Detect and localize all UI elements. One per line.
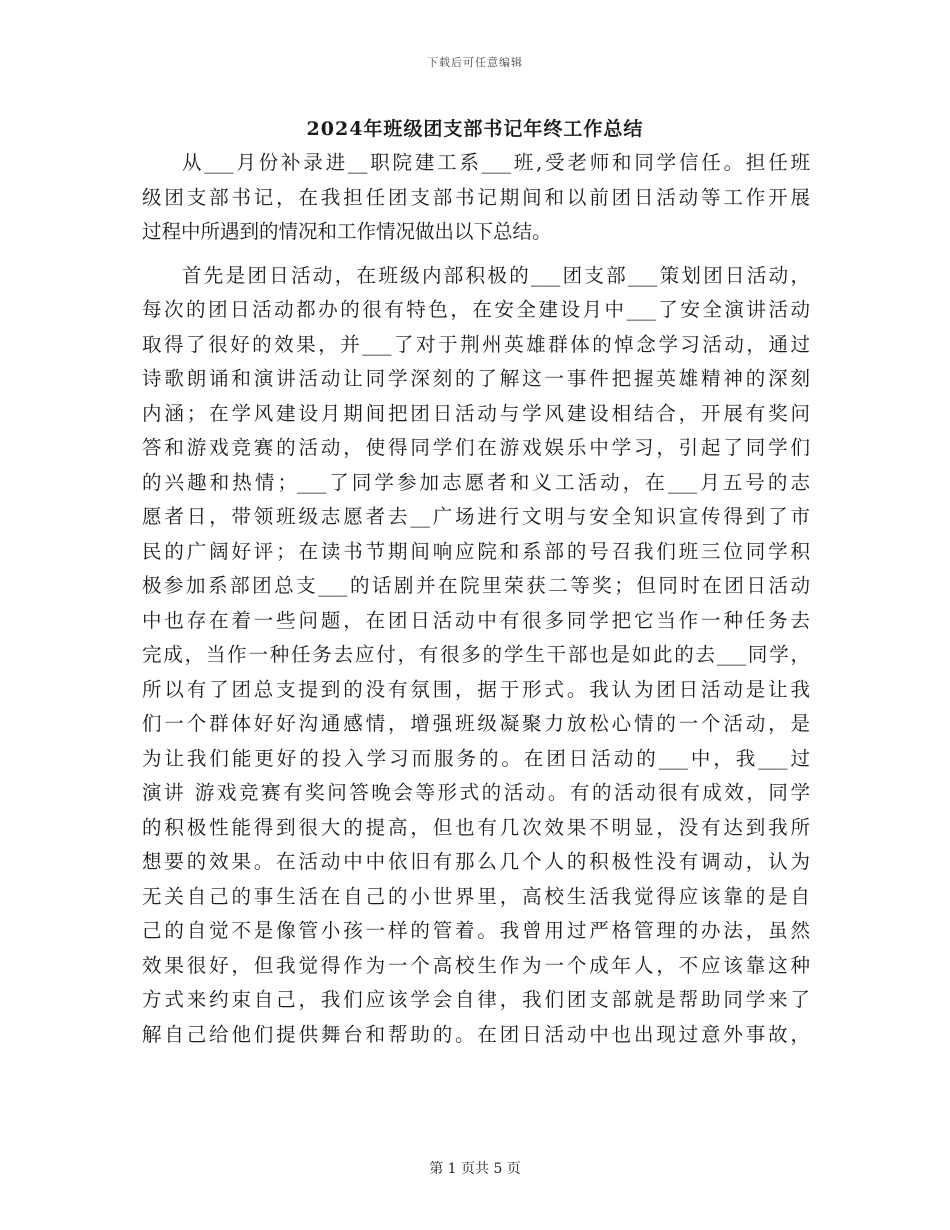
document-title: 2024年班级团支部书记年终工作总结 (306, 118, 644, 140)
text-line: 诗歌朗诵和演讲活动让同学深刻的了解这一事件把握英雄精神的深刻 (142, 367, 810, 390)
text-line: 方式来约束自己，我们应该学会自律，我们团支部就是帮助同学来了 (142, 988, 810, 1011)
text-line: 内涵；在学风建设月期间把团日活动与学风建设相结合，开展有奖问 (142, 401, 810, 425)
text-line: 解自己给他们提供舞台和帮助的。在团日活动中也出现过意外事故， (142, 1022, 810, 1046)
text-line: 答和游戏竞赛的活动，使得同学们在游戏娱乐中学习，引起了同学们 (142, 436, 810, 459)
page-footer: 第 1 页共 5 页 (429, 1161, 521, 1177)
text-line: 们一个群体好好沟通感情，增强班级凝聚力放松心情的一个活动，是 (142, 712, 810, 735)
paragraph (142, 146, 810, 250)
text-line: 演讲 游戏竞赛有奖问答晚会等形式的活动。有的活动很有成效，同学 (142, 781, 810, 804)
text-line: 完成，当作一种任务去应付，有很多的学生干部也是如此的去___同学， (142, 643, 810, 666)
text-line: 所以有了团总支提到的没有氛围，据于形式。我认为团日活动是让我 (142, 677, 810, 701)
text-line: 民的广阔好评；在读书节期间响应院和系部的号召我们班三位同学积 (142, 539, 810, 563)
document-body (142, 146, 810, 1052)
text-line: 从___月份补录进__职院建工系___班,受老师和同学信任。担任班 (182, 151, 810, 174)
text-line: 己的自觉不是像管小孩一样的管着。我曾用过严格管理的办法，虽然 (142, 919, 810, 942)
text-line: 无关自己的事生活在自己的小世界里，高校生活我觉得应该靠的是自 (142, 884, 810, 908)
text-line: 过程中所遇到的情况和工作情况做出以下总结。 (142, 220, 552, 243)
text-line: 的积极性能得到很大的提高，但也有几次效果不明显，没有达到我所 (142, 815, 810, 839)
text-line: 每次的团日活动都办的很有特色，在安全建设月中___了安全演讲活动 (142, 298, 810, 321)
paragraph (142, 259, 810, 1053)
header-note: 下载后可任意编辑 (427, 56, 523, 69)
text-line: 愿者日，带领班级志愿者去__广场进行文明与安全知识宣传得到了市 (142, 505, 810, 528)
text-line: 想要的效果。在活动中中依旧有那么几个人的积极性没有调动，认为 (142, 850, 810, 873)
text-line: 为让我们能更好的投入学习而服务的。在团日活动的___中，我___过 (142, 746, 810, 770)
text-line: 中也存在着一些问题，在团日活动中有很多同学把它当作一种任务去 (142, 608, 810, 632)
text-line: 首先是团日活动，在班级内部积极的___团支部___策划团日活动， (182, 263, 810, 287)
text-line: 极参加系部团总支___的话剧并在院里荣获二等奖；但同时在团日活动 (142, 574, 810, 597)
text-line: 取得了很好的效果，并___了对于荆州英雄群体的悼念学习活动，通过 (142, 332, 810, 356)
text-line: 效果很好，但我觉得作为一个高校生作为一个成年人，不应该靠这种 (142, 953, 810, 977)
text-line: 级团支部书记，在我担任团支部书记期间和以前团日活动等工作开展 (142, 185, 810, 209)
text-line: 的兴趣和热情；___了同学参加志愿者和义工活动，在___月五号的志 (142, 470, 810, 494)
